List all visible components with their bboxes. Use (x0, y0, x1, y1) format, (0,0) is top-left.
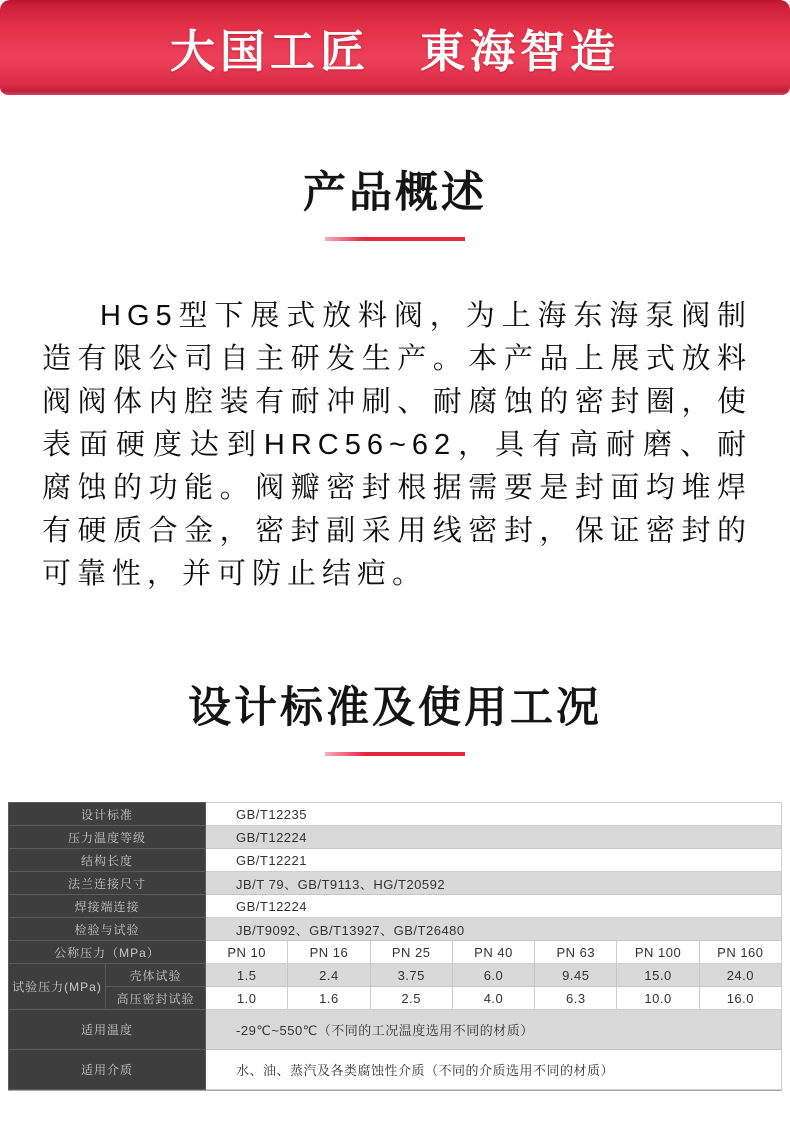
spec-label-cell: 法兰连接尺寸 (9, 872, 206, 895)
nominal-pressure-row (9, 941, 782, 964)
spec-value-cell: GB/T12224 (206, 826, 782, 849)
overview-section-title: 产品概述 (303, 169, 487, 217)
spec-value-cell: -29℃~550℃（不同的工况温度选用不同的材质） (206, 1010, 782, 1050)
test-value-cell: 4.0 (452, 987, 534, 1010)
pn-header-cell: PN 160 (699, 941, 781, 964)
banner-title: 大国工匠 東海智造 (169, 26, 620, 77)
spec-value-cell: JB/T 79、GB/T9113、HG/T20592 (206, 872, 782, 895)
spec-sublabel-cell: 壳体试验 (106, 964, 206, 987)
shell-test-row (9, 964, 782, 987)
table-row (9, 895, 782, 918)
spec-table (8, 802, 782, 1090)
spec-label-cell: 适用介质 (9, 1050, 206, 1090)
spec-value-cell: 水、油、蒸汽及各类腐蚀性介质（不同的介质选用不同的材质） (206, 1050, 782, 1090)
design-title-underline (325, 752, 465, 756)
test-value-cell: 24.0 (699, 964, 781, 987)
design-section-title: 设计标准及使用工况 (188, 684, 602, 732)
test-value-cell: 6.0 (452, 964, 534, 987)
pn-header-cell: PN 40 (452, 941, 534, 964)
spec-table-container (8, 802, 782, 1091)
pn-header-cell: PN 63 (535, 941, 617, 964)
spec-label-cell: 设计标准 (9, 803, 206, 826)
test-value-cell: 2.5 (370, 987, 452, 1010)
spec-value-cell: JB/T9092、GB/T13927、GB/T26480 (206, 918, 782, 941)
spec-label-cell: 公称压力（MPa） (9, 941, 206, 964)
spec-value-cell: GB/T12235 (206, 803, 782, 826)
pn-header-cell: PN 16 (288, 941, 370, 964)
test-value-cell: 15.0 (617, 964, 699, 987)
test-value-cell: 1.0 (206, 987, 288, 1010)
test-value-cell: 10.0 (617, 987, 699, 1010)
table-row (9, 849, 782, 872)
spec-label-cell: 焊接端连接 (9, 895, 206, 918)
seal-test-row (9, 987, 782, 1010)
spec-label-cell: 检验与试验 (9, 918, 206, 941)
table-row (9, 872, 782, 895)
spec-label-cell: 压力温度等级 (9, 826, 206, 849)
table-row (9, 918, 782, 941)
test-value-cell: 1.5 (206, 964, 288, 987)
spec-value-cell: GB/T12221 (206, 849, 782, 872)
test-value-cell: 2.4 (288, 964, 370, 987)
pn-header-cell: PN 25 (370, 941, 452, 964)
table-row (9, 826, 782, 849)
test-value-cell: 3.75 (370, 964, 452, 987)
temperature-row (9, 1010, 782, 1050)
test-value-cell: 16.0 (699, 987, 781, 1010)
top-banner (0, 0, 790, 95)
spec-sublabel-cell: 高压密封试验 (106, 987, 206, 1010)
pn-header-cell: PN 100 (617, 941, 699, 964)
pn-header-cell: PN 10 (206, 941, 288, 964)
medium-row (9, 1050, 782, 1090)
spec-label-cell: 结构长度 (9, 849, 206, 872)
test-pressure-group-cell: 试验压力(MPa) (9, 964, 106, 1010)
test-value-cell: 1.6 (288, 987, 370, 1010)
table-row (9, 803, 782, 826)
test-value-cell: 9.45 (535, 964, 617, 987)
spec-value-cell: GB/T12224 (206, 895, 782, 918)
spec-label-cell: 适用温度 (9, 1010, 206, 1050)
overview-title-underline (325, 237, 465, 241)
overview-paragraph: HG5型下展式放料阀，为上海东海泵阀制造有限公司自主研发生产。本产品上展式放料阀阀体内腔装有耐冲刷、耐腐蚀的密封圈，使表面硬度达到HRC56~62，具有高耐磨、耐腐蚀的功能。阀瓣密封根据需要是封面均堆焊有硬质合金，密封副采用线密封，保证密封的可靠性，并可防止结疤。 (42, 300, 752, 590)
test-value-cell: 6.3 (535, 987, 617, 1010)
